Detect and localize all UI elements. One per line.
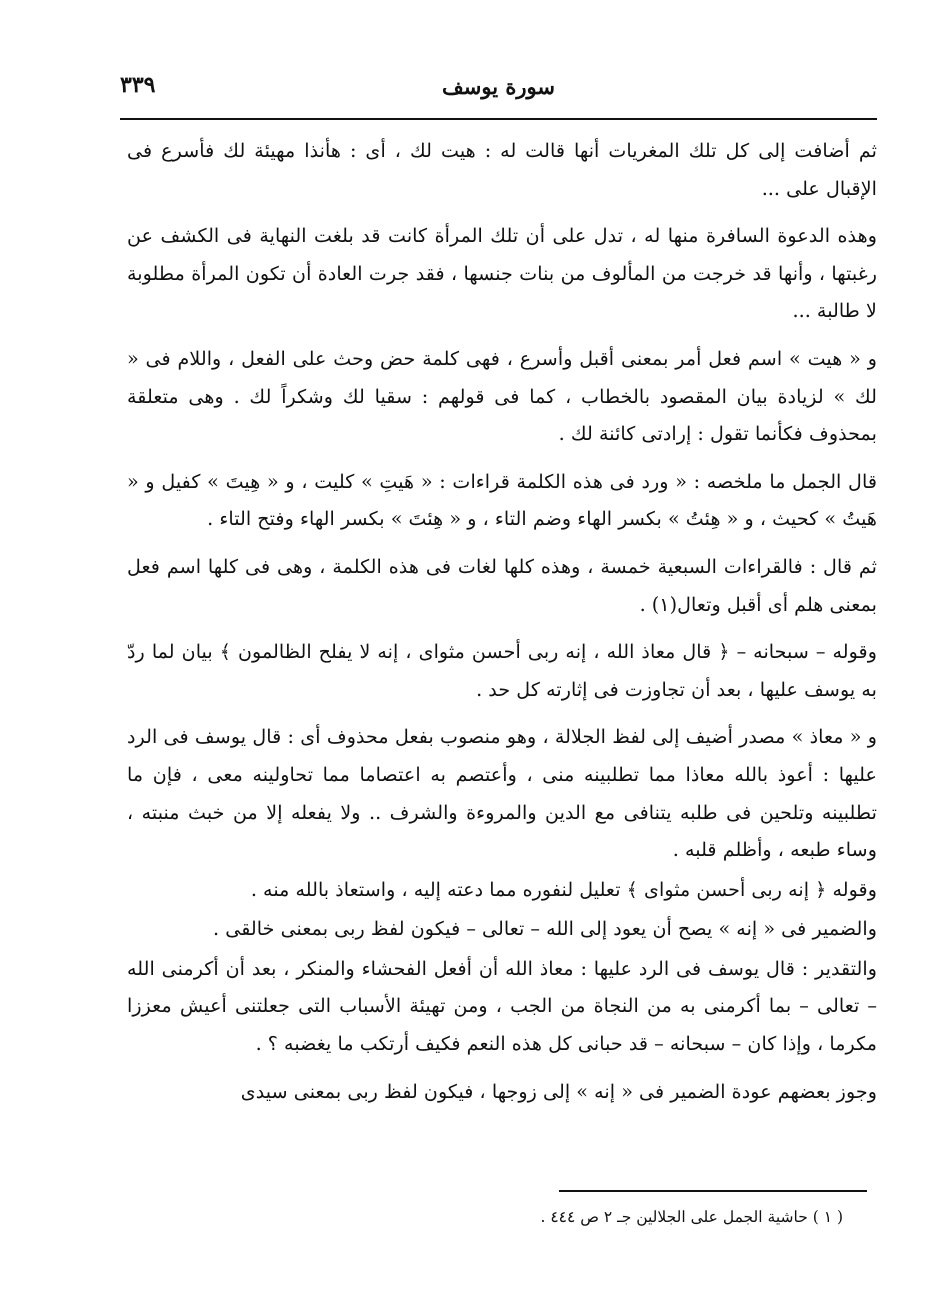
footnote-divider <box>559 1190 867 1192</box>
paragraph: ثم قال : فالقراءات السبعية خمسة ، وهذه كلها لغات فى هذه الكلمة ، وهى فى كلها اسم فعل بمعنى هلم أى أقبل وتعال(١) . <box>127 554 877 616</box>
page-header <box>120 72 877 106</box>
paragraph: و « معاذ » مصدر أضيف إلى لفظ الجلالة ، وهو منصوب بفعل محذوف أى : قال يوسف فى الرد عليها : أعوذ بالله معاذا مما تطلبينه منى ، وأعتصم به اعتصاما مما تحاولينه معى ، فإن ما تطلبينه وتلحين فى طلبه يتنافى مع الدين والمروءة والشرف .. ولا يفعله إلا من خبث منبته ، وساء طبعه ، وأظلم قلبه . <box>127 725 877 862</box>
header-divider <box>120 118 877 120</box>
body-text <box>127 132 877 1120</box>
paragraph: والضمير فى « إنه » يصح أن يعود إلى الله – تعالى – فيكون لفظ ربى بمعنى خالقى . <box>213 917 877 941</box>
paragraph: و « هيت » اسم فعل أمر بمعنى أقبل وأسرع ، فهى كلمة حض وحث على الفعل ، واللام فى « لك » لزيادة بيان المقصود بالخطاب ، كما فى قولهم : سقيا لك وشكراً لك . وهى متعلقة بمحذوف فكأنما تقول : إرادتى كائنة لك . <box>127 346 877 446</box>
paragraph: وقوله ﴿ إنه ربى أحسن مثواى ﴾ تعليل لنفوره مما دعته إليه ، واستعاذ بالله منه . <box>250 877 877 901</box>
paragraph: والتقدير : قال يوسف فى الرد عليها : معاذ الله أن أفعل الفحشاء والمنكر ، بعد أن أكرمنى الله – تعالى – بما أكرمنى به من النجاة من الجب ، ومن تهيئة الأسباب التى جعلتنى أعيش معززا مكرما ، وإذا كان – سبحانه – قد حبانى كل هذه النعم فكيف أرتكب ما يغضبه ؟ . <box>127 956 877 1056</box>
paragraph: وجوز بعضهم عودة الضمير فى « إنه » إلى زوجها ، فيكون لفظ ربى بمعنى سيدى <box>240 1079 877 1103</box>
footnote: ( ١ ) حاشية الجمل على الجلالين جـ ٢ ص ٤٤٤ . <box>540 1208 843 1226</box>
paragraph: وقوله – سبحانه – ﴿ قال معاذ الله ، إنه ربى أحسن مثواى ، إنه لا يفلح الظالمون ﴾ بيان لما ردّ به يوسف عليها ، بعد أن تجاوزت فى إثارته كل حد . <box>127 640 877 701</box>
paragraph: قال الجمل ما ملخصه : « ورد فى هذه الكلمة قراءات : « هَيتِ » كليت ، و « هِيتَ » كفيل و « هَيتُ » كحيث ، و « هِئتُ » بكسر الهاء وضم التاء ، و « هِئتَ » بكسر الهاء وفتح التاء . <box>127 469 877 531</box>
surah-title: سورة يوسف <box>442 74 555 99</box>
page-number: ٣٣٩ <box>120 72 156 98</box>
paragraph: وهذه الدعوة السافرة منها له ، تدل على أن تلك المرأة كانت قد بلغت النهاية فى الكشف عن رغبتها ، وأنها قد خرجت من المألوف من بنات جنسها ، فقد جرت العادة أن تكون المرأة مطلوبة لا طالبة ... <box>127 224 877 323</box>
paragraph: ثم أضافت إلى كل تلك المغريات أنها قالت له : هيت لك ، أى : هأنذا مهيئة لك فأسرع فى الإقبال على ... <box>127 139 877 200</box>
